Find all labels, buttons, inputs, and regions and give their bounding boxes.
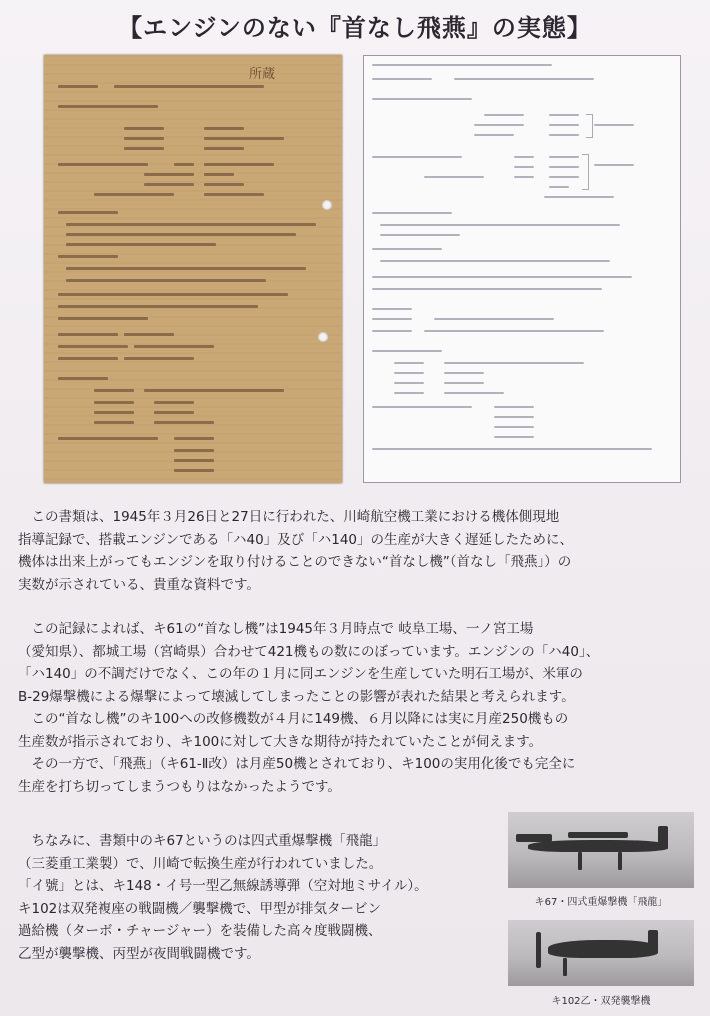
- photo-caption: キ67・四式重爆撃機「飛龍」: [534, 897, 668, 908]
- ki102-aircraft-photo: [508, 920, 694, 986]
- brace-mark: [586, 114, 593, 138]
- punch-hole: [322, 200, 332, 210]
- explanation-paragraph-2: この記録によれば、キ61の“首なし機”は1945年３月時点で 岐阜工場、一ノ宮工場 （愛知県）、都城工場（宮崎県）合わせて421機もの数にのぼっています。エンジンの「ハ40」、 「ハ140」の不調だけでなく、この年の１月に同エンジンを生産していた明石工場が、米軍の B-29爆撃機による爆撃によって壊滅してしまったことの影響が表れた結果と考えられます。 この“首なし機”のキ100への改修機数が４月に149機、６月以降には実に月産250機もの 生産数が指示されており、キ100に対して大きな期待が持たれていたことが伺えます。 その一方で、「飛燕」（キ61-Ⅱ改）は月産50機とされており、キ100の実用化後でも完全に 生産を打ち切ってしまうつもりはなかったようです。: [18, 621, 600, 795]
- page-title: 【エンジンのない『首なし飛燕』の実態】: [118, 14, 592, 42]
- explanation-paragraph-3: ちなみに、書類中のキ67というのは四式重爆撃機「飛龍」 （三菱重工業製）で、川崎で転換生産が行われていました。 「イ號」とは、キ148・イ号一型乙無線誘導弾（空対地ミサイル）。 キ102は双発複座の戦闘機／襲撃機で、甲型が排気タービン 過給機（ターボ・チャージャー）を装備した高々度戦闘機、 乙型が襲撃機、丙型が夜間戦闘機です。: [18, 833, 428, 962]
- ki67-aircraft-photo: [508, 812, 694, 888]
- transcription-document-image: [363, 55, 681, 483]
- original-document-image: [44, 55, 342, 483]
- photo-caption: キ102乙・双発襲撃機: [551, 996, 651, 1007]
- explanation-paragraph-1: この書類は、1945年３月26日と27日に行われた、川崎航空機工業における機体側現地 指導記録で、搭載エンジンである「ハ40」及び「ハ140」の生産が大きく遅延したために、 機体は出来上がってもエンジンを取り付けることのできない“首なし機”（首なし「飛燕」）の 実数が示されている、貴重な資料です。: [18, 509, 573, 593]
- document-stamp: 所蔵: [249, 67, 276, 82]
- brace-mark: [582, 154, 589, 190]
- punch-hole: [318, 332, 328, 342]
